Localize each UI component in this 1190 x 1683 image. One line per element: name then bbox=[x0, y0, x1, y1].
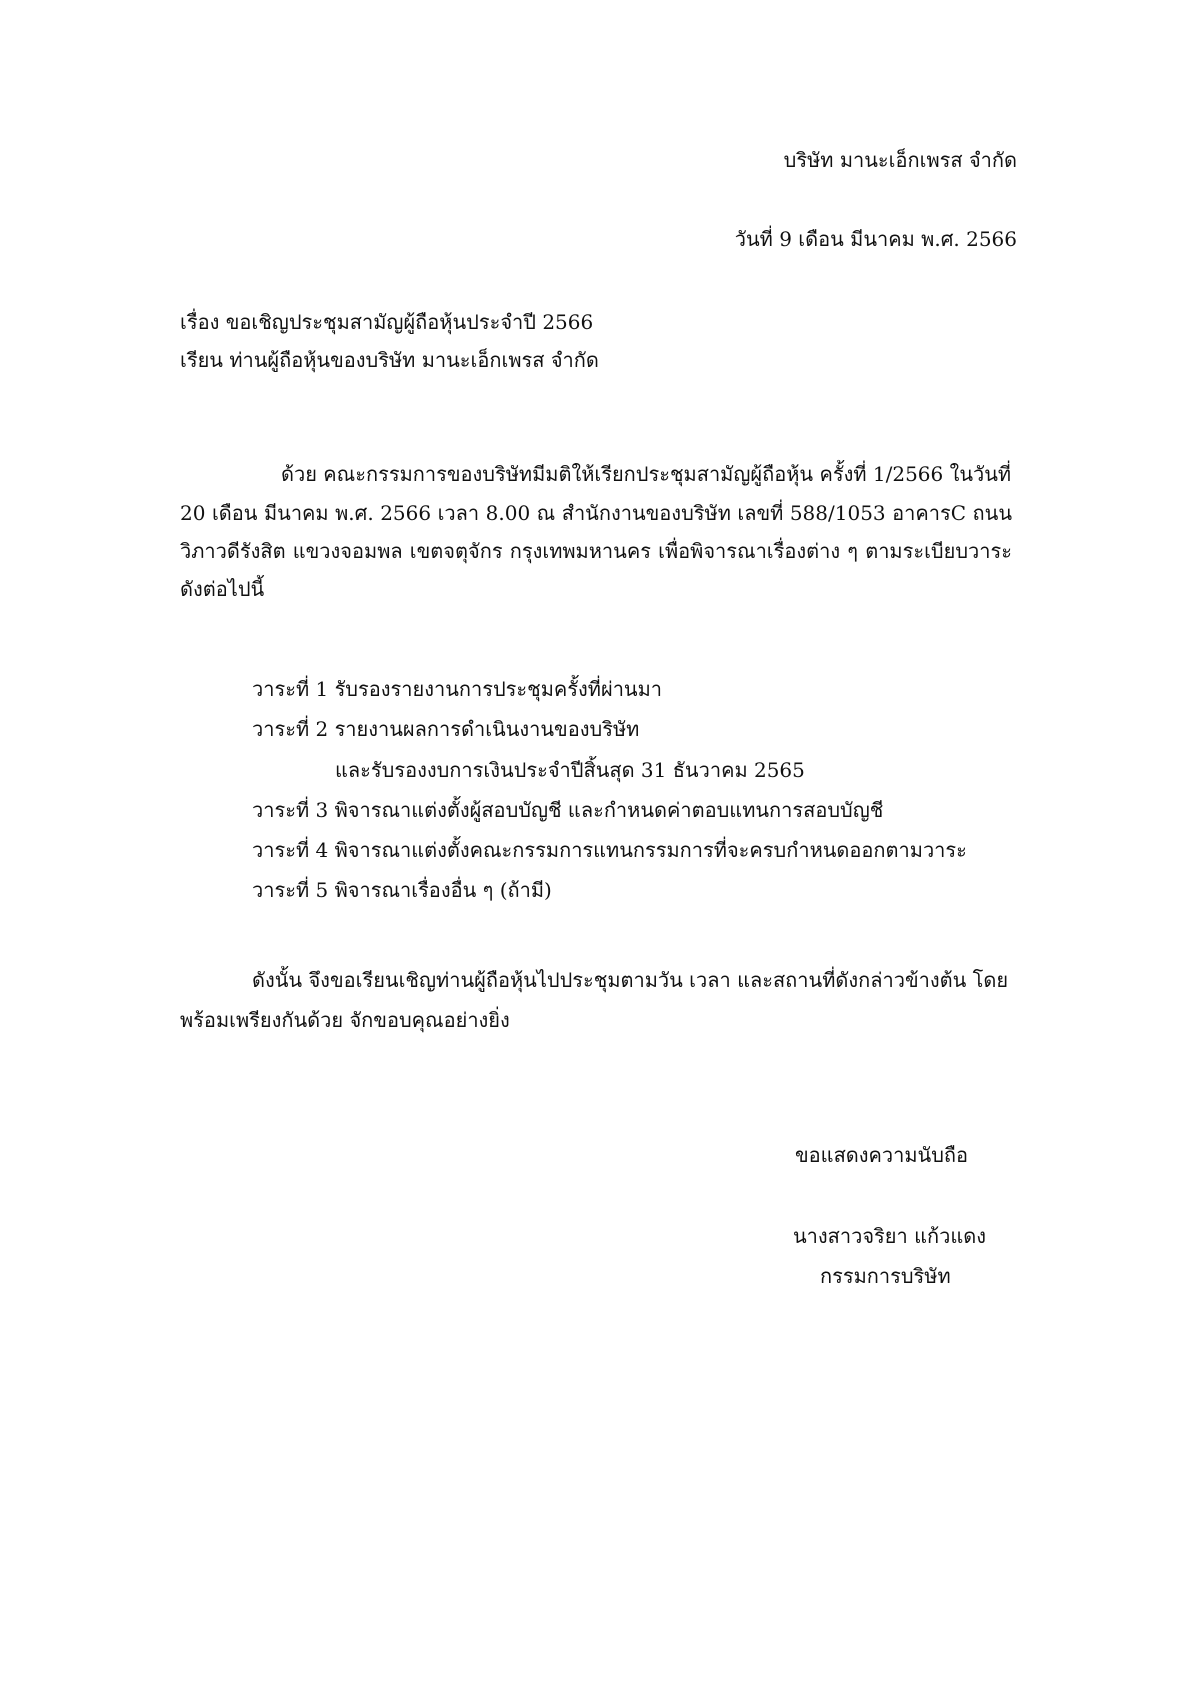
body-paragraph-1-line-3: วิภาวดีรังสิต แขวงจอมพล เขตจตุจักร กรุงเทพมหานคร เพื่อพิจารณาเรื่องต่าง ๆ ตามระเบียบวาระ bbox=[180, 539, 1012, 563]
body-paragraph-1-line-2: 20 เดือน มีนาคม พ.ศ. 2566 เวลา 8.00 ณ สำนักงานของบริษัท เลขที่ 588/1053 อาคารC ถนน bbox=[180, 501, 1012, 525]
body-paragraph-1-line-4: ดังต่อไปนี้ bbox=[180, 577, 265, 601]
to-line: เรียน ท่านผู้ถือหุ้นของบริษัท มานะเอ็กเพรส จำกัด bbox=[180, 348, 599, 372]
signatory-position: กรรมการบริษัท bbox=[820, 1264, 951, 1288]
agenda-item-2: วาระที่ 2 รายงานผลการดำเนินงานของบริษัท bbox=[252, 717, 640, 741]
closing-regards: ขอแสดงความนับถือ bbox=[795, 1143, 969, 1167]
agenda-item-1: วาระที่ 1 รับรองรายงานการประชุมครั้งที่ผ่านมา bbox=[252, 677, 663, 701]
agenda-item-2-continued: และรับรองงบการเงินประจำปีสิ้นสุด 31 ธันวาคม 2565 bbox=[335, 758, 805, 782]
signatory-name: นางสาวจริยา แก้วแดง bbox=[793, 1224, 986, 1248]
agenda-item-4: วาระที่ 4 พิจารณาแต่งตั้งคณะกรรมการแทนกรรมการที่จะครบกำหนดออกตามวาระ bbox=[252, 838, 967, 862]
body-paragraph-2-line-1: ดังนั้น จึงขอเรียนเชิญท่านผู้ถือหุ้นไปประชุมตามวัน เวลา และสถานที่ดังกล่าวข้างต้น โดย bbox=[252, 968, 1009, 992]
letter-date: วันที่ 9 เดือน มีนาคม พ.ศ. 2566 bbox=[734, 227, 1017, 251]
body-paragraph-1-line-1: ด้วย คณะกรรมการของบริษัทมีมติให้เรียกประชุมสามัญผู้ถือหุ้น ครั้งที่ 1/2566 ในวันที่ bbox=[281, 462, 1012, 486]
subject-line: เรื่อง ขอเชิญประชุมสามัญผู้ถือหุ้นประจำปี 2566 bbox=[180, 310, 594, 334]
agenda-item-3: วาระที่ 3 พิจารณาแต่งตั้งผู้สอบบัญชี และกำหนดค่าตอบแทนการสอบบัญชี bbox=[252, 798, 884, 822]
body-paragraph-2-line-2: พร้อมเพรียงกันด้วย จักขอบคุณอย่างยิ่ง bbox=[180, 1008, 510, 1032]
company-name: บริษัท มานะเอ็กเพรส จำกัด bbox=[783, 148, 1017, 172]
agenda-item-5: วาระที่ 5 พิจารณาเรื่องอื่น ๆ (ถ้ามี) bbox=[252, 878, 552, 902]
